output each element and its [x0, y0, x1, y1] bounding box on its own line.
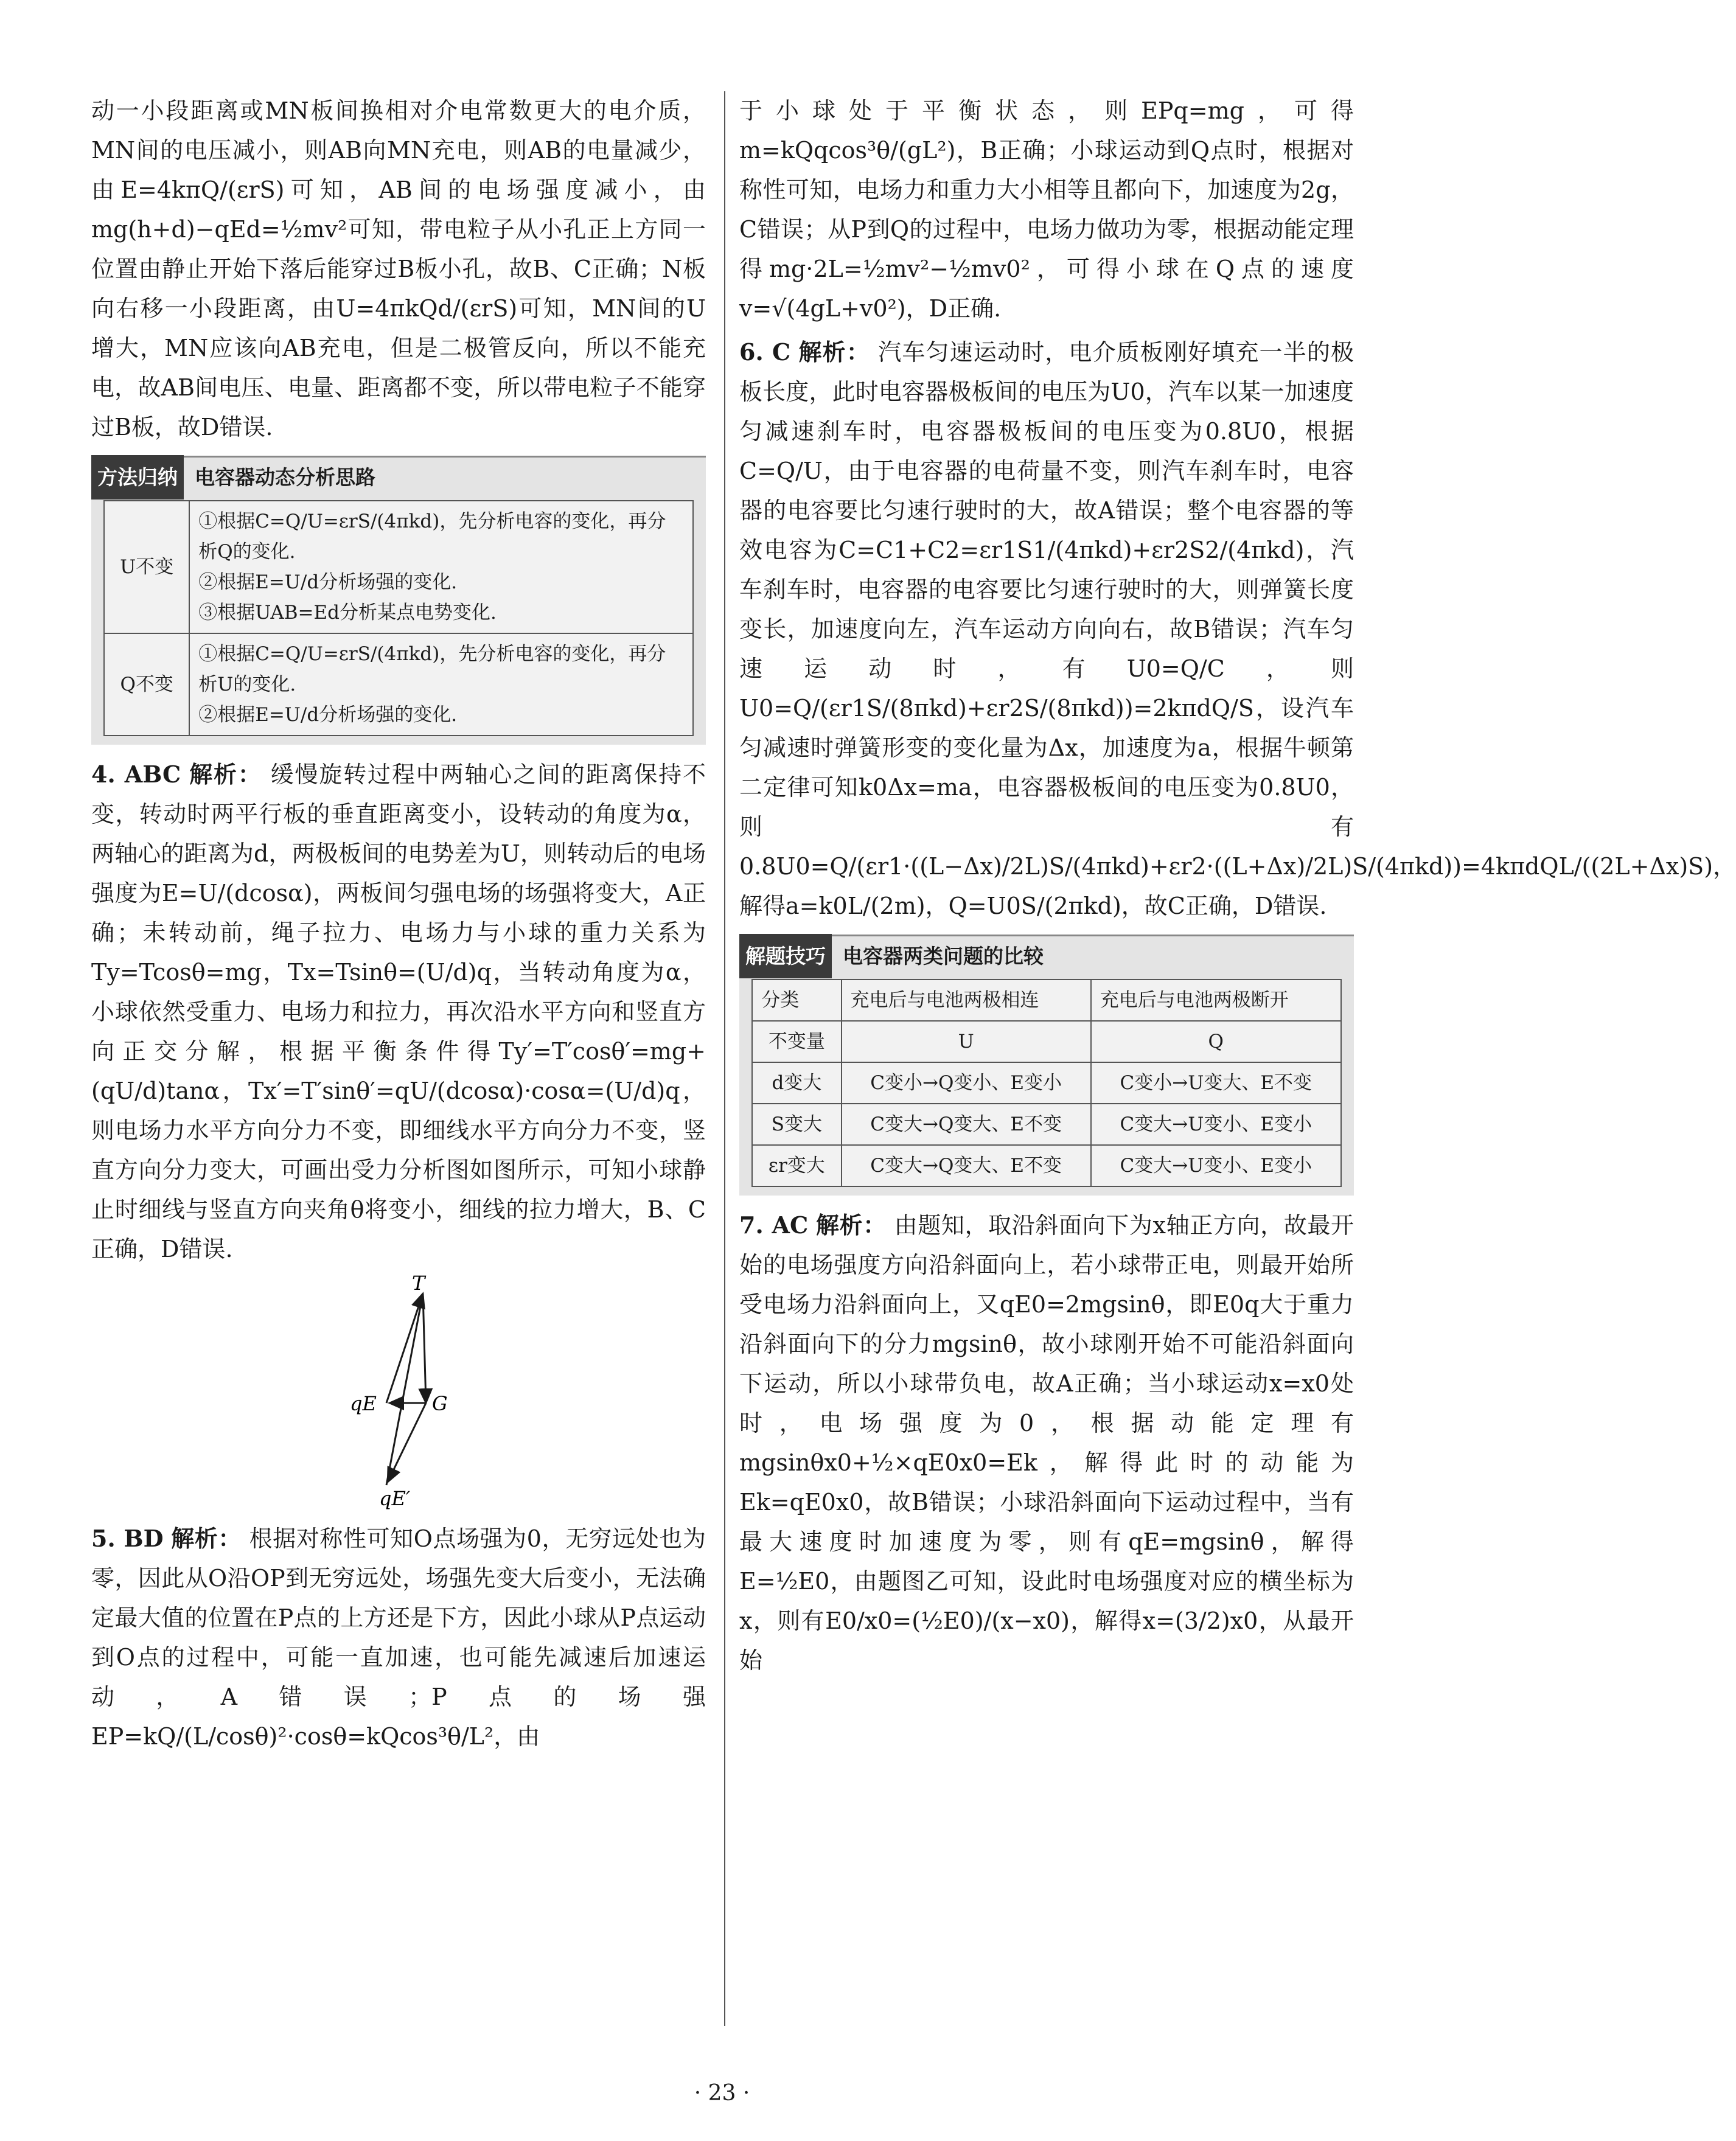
row-label: Q不变 — [104, 633, 189, 736]
cell: C变小→Q变小、E变小 — [842, 1062, 1091, 1104]
label-T: T — [412, 1272, 425, 1295]
cell: U — [842, 1021, 1091, 1062]
cell: εr变大 — [752, 1145, 841, 1186]
row-content — [189, 633, 693, 736]
line: ①根据C=Q/U=εrS/(4πkd)，先分析电容的变化，再分析U的变化. — [198, 643, 666, 695]
cell: C变大→U变小、E变小 — [1091, 1145, 1341, 1186]
cell: C变大→Q变大、E不变 — [842, 1104, 1091, 1145]
label-G: G — [432, 1392, 448, 1415]
analysis-text: 根据对称性可知O点场强为0，无穷远处也为零，因此从O沿OP到无穷远处，场强先变大后变小，无法确定最大值的位置在P点的上方还是下方，因此小球从P点运动到O点的过程中，可能一直加速，也可能先减速后加速运动，A错误；P点的场强EP=kQ/(L/cosθ)²·cosθ=kQcos³θ/L²，由 — [91, 1525, 706, 1750]
header-cell: 充电后与电池两极断开 — [1091, 980, 1341, 1021]
page-number: · 23 · — [694, 2081, 750, 2106]
paragraph-continuation: 动一小段距离或MN板间换相对介电常数更大的电介质，MN间的电压减小，则AB向MN充电，则AB的电量减少，由E=4kπQ/(εrS)可知，AB间的电场强度减小，由mg(h+d)−qEd=½mv²可知，带电粒子从小孔正上方同一位置由静止开始下落后能穿过B板小孔，故B、C正确；N板向右移一小段距离，由U=4πkQd/(εrS)可知，MN间的U增大，MN应该向AB充电，但是二极管反向，所以不能充电，故AB间电压、电量、距离都不变，所以带电粒子不能穿过B板，故D错误. — [91, 97, 706, 440]
answer-number: 6. C — [739, 338, 791, 366]
cell: 不变量 — [752, 1021, 841, 1062]
line: ②根据E=U/d分析场强的变化. — [198, 571, 458, 593]
table-row — [752, 1104, 1341, 1145]
line: ①根据C=Q/U=εrS/(4πkd)，先分析电容的变化，再分析Q的变化. — [198, 510, 666, 563]
cell: S变大 — [752, 1104, 841, 1145]
table-row — [104, 633, 693, 736]
column-divider — [724, 91, 725, 2026]
method-tag: 方法归纳 — [91, 455, 184, 500]
cell: C变小→U变大、E不变 — [1091, 1062, 1341, 1104]
line: ②根据E=U/d分析场强的变化. — [198, 704, 458, 726]
tips-box — [739, 935, 1354, 1196]
comparison-table — [751, 979, 1342, 1187]
table-row — [752, 1145, 1341, 1186]
row-label: U不变 — [104, 501, 189, 633]
cell: C变大→Q变大、E不变 — [842, 1145, 1091, 1186]
table-header-row — [752, 980, 1341, 1021]
electric-force-new-arrow — [388, 1403, 426, 1482]
header-cell: 充电后与电池两极相连 — [842, 980, 1091, 1021]
analysis-label: 解析： — [171, 1525, 242, 1552]
answer-number: 7. AC — [739, 1211, 809, 1239]
analysis-text: 汽车匀速运动时，电介质板刚好填充一半的极板长度，此时电容器极板间的电压为U0，汽车以某一加速度匀减速刹车时，电容器极板间的电压变为0.8U0，根据C=Q/U，由于电容器的电荷量不变，则汽车刹车时，电容器的电容要比匀速行驶时的大，故A错误；整个电容器的等效电容为C=C1+C2=εr1S1/(4πkd)+εr2S2/(4πkd)，汽车刹车时，电容器的电容要比匀速行驶时的大，则弹簧长度变长，加速度向左，汽车运动方向向右，故B错误；汽车匀速运动时，有U0=Q/C，则U0=Q/(εr1S/(8πkd)+εr2S/(8πkd))=2kπdQ/S，设汽车匀减速时弹簧形变的变化量为Δx，加速度为a，根据牛顿第二定律可知k0Δx=ma，电容器极板间的电压变为0.8U0，则有0.8U0=Q/(εr1·((L−Δx)/2L)S/(4πkd)+εr2·((L+Δx)/2L)S/(4πkd))=4kπdQL/((2L+Δx)S)，解得a=k0L/(2m)，Q=U0S/(2πkd)，故C正确，D错误. — [739, 339, 1736, 919]
question-4 — [91, 754, 706, 1269]
label-qE-prime: qE′ — [379, 1487, 411, 1510]
question-7 — [739, 1205, 1354, 1680]
label-qE: qE — [350, 1392, 377, 1415]
method-title: 电容器动态分析思路 — [195, 465, 375, 489]
left-column — [91, 91, 706, 1760]
force-diagram — [271, 1272, 526, 1513]
table-row — [752, 1062, 1341, 1104]
answer-number: 5. BD — [91, 1525, 164, 1552]
header-cell: 分类 — [752, 980, 841, 1021]
line: ③根据UAB=Ed分析某点电势变化. — [198, 602, 497, 624]
tips-tag: 解题技巧 — [739, 934, 832, 978]
right-column — [739, 91, 1736, 1684]
tips-title: 电容器两类问题的比较 — [843, 944, 1044, 968]
table-row — [752, 1021, 1341, 1062]
analysis-label: 解析： — [798, 338, 870, 366]
analysis-label: 解析： — [815, 1211, 887, 1239]
analysis-text: 缓慢旋转过程中两轴心之间的距离保持不变，转动时两平行板的垂直距离变小，设转动的角度为α，两轴心的距离为d，两极板间的电势差为U，则转动后的电场强度为E=U/(dcosα)，两板间匀强电场的场强将变大，A正确；未转动前，绳子拉力、电场力与小球的重力关系为Ty=Tcosθ=mg，Tx=Tsinθ=(U/d)q，当转动角度为α，小球依然受重力、电场力和拉力，再次沿水平方向和竖直方向正交分解，根据平衡条件得Ty′=T′cosθ′=mg+(qU/d)tanα，Tx′=T′sinθ′=qU/(dcosα)·cosα=(U/d)q，则电场力水平方向分力不变，即细线水平方向分力不变，竖直方向分力变大，可画出受力分析图如图所示，可知小球静止时细线与竖直方向夹角θ将变小，细线的拉力增大，B、C正确，D错误. — [91, 761, 706, 1262]
method-table — [103, 500, 694, 736]
cell: d变大 — [752, 1062, 841, 1104]
analysis-text: 由题知，取沿斜面向下为x轴正方向，故最开始的电场强度方向沿斜面向上，若小球带正电，则最开始所受电场力沿斜面向上，又qE0=2mgsinθ，即E0q大于重力沿斜面向下的分力mgsinθ，故小球刚开始不可能沿斜面向下运动，所以小球带负电，故A正确；当小球运动x=x0处时，电场强度为0，根据动能定理有mgsinθx0+½×qE0x0=Ek，解得此时的动能为Ek=qE0x0，故B错误；小球沿斜面向下运动过程中，当有最大速度时加速度为零，则有qE=mgsinθ，解得E=½E0，由题图乙可知，设此时电场强度对应的横坐标为x，则有E0/x0=(½E0)/(x−x0)，解得x=(3/2)x0，从最开始 — [739, 1212, 1354, 1674]
analysis-label: 解析： — [189, 761, 262, 788]
table-row — [104, 501, 693, 633]
cell: Q — [1091, 1021, 1341, 1062]
row-content — [189, 501, 693, 633]
gravity-arrow — [423, 1293, 426, 1403]
question-5 — [91, 1519, 706, 1756]
question-6 — [739, 332, 1736, 926]
paragraph-continuation: 于小球处于平衡状态，则EPq=mg，可得m=kQqcos³θ/(gL²)，B正确；小球运动到Q点时，根据对称性可知，电场力和重力大小相等且都向下，加速度为2g，C错误；从P到Q的过程中，电场力做功为零，根据动能定理得mg·2L=½mv²−½mv0²，可得小球在Q点的速度v=√(4gL+v0²)，D正确. — [739, 97, 1354, 322]
cell: C变大→U变小、E变小 — [1091, 1104, 1341, 1145]
method-summary-box — [91, 456, 706, 745]
answer-number: 4. ABC — [91, 761, 181, 788]
